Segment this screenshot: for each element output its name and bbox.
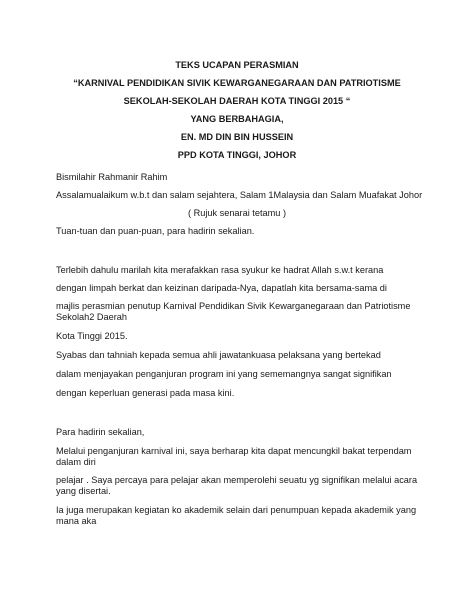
official-office: PPD KOTA TINGGI, JOHOR xyxy=(177,150,297,160)
paragraph-line: Kota Tinggi 2015. xyxy=(56,331,128,341)
greeting-line: Assalamualaikum w.b.t dan salam sejahtera, Salam 1Malaysia dan Salam Muafakat Johor xyxy=(56,190,423,200)
paragraph-line: Terlebih dahulu marilah kita merafakkan rasa syukur ke hadrat Allah s.w.t kerana xyxy=(56,265,384,275)
paragraph-line: majlis perasmian penutup Karnival Pendidikan Sivik Kewarganegaraan dan Patriotisme Sekolah2 Daerah xyxy=(56,301,411,322)
guest-list-note: ( Rujuk senarai tetamu ) xyxy=(187,208,287,218)
opening-line: Bismilahir Rahmanir Rahim xyxy=(56,172,168,182)
paragraph-line: Syabas dan tahniah kepada semua ahli jawatankuasa pelaksana yang bertekad xyxy=(56,350,381,360)
paragraph-line: Ia juga merupakan kegiatan ko akademik selain dari penumpuan kepada akademik yang mana aka xyxy=(56,505,417,526)
paragraph-line: pelajar . Saya percaya para pelajar akan memperolehi seuatu yg signifikan melalui acara yang disertai. xyxy=(56,475,418,496)
event-title-line-1: “KARNIVAL PENDIDIKAN SIVIK KEWARGANEGARAAN DAN PATRIOTISME xyxy=(73,78,401,88)
audience-address-2: Para hadirin sekalian, xyxy=(56,427,145,437)
document-title: TEKS UCAPAN PERASMIAN xyxy=(175,60,299,70)
salutation-heading: YANG BERBAHAGIA, xyxy=(190,114,284,124)
audience-address: Tuan-tuan dan puan-puan, para hadirin sekalian. xyxy=(56,226,255,236)
event-title-line-2: SEKOLAH-SEKOLAH DAERAH KOTA TINGGI 2015 “ xyxy=(123,96,351,106)
paragraph-line: dengan limpah berkat dan keizinan daripada-Nya, dapatlah kita bersama-sama di xyxy=(56,283,387,293)
paragraph-line: dengan keperluan generasi pada masa kini. xyxy=(56,388,235,398)
paragraph-line: Melalui penganjuran karnival ini, saya berharap kita dapat mencungkil bakat terpendam dalam diri xyxy=(56,446,412,467)
official-name: EN. MD DIN BIN HUSSEIN xyxy=(180,132,294,142)
paragraph-line: dalam menjayakan penganjuran program ini yang sememangnya sangat signifikan xyxy=(56,369,392,379)
